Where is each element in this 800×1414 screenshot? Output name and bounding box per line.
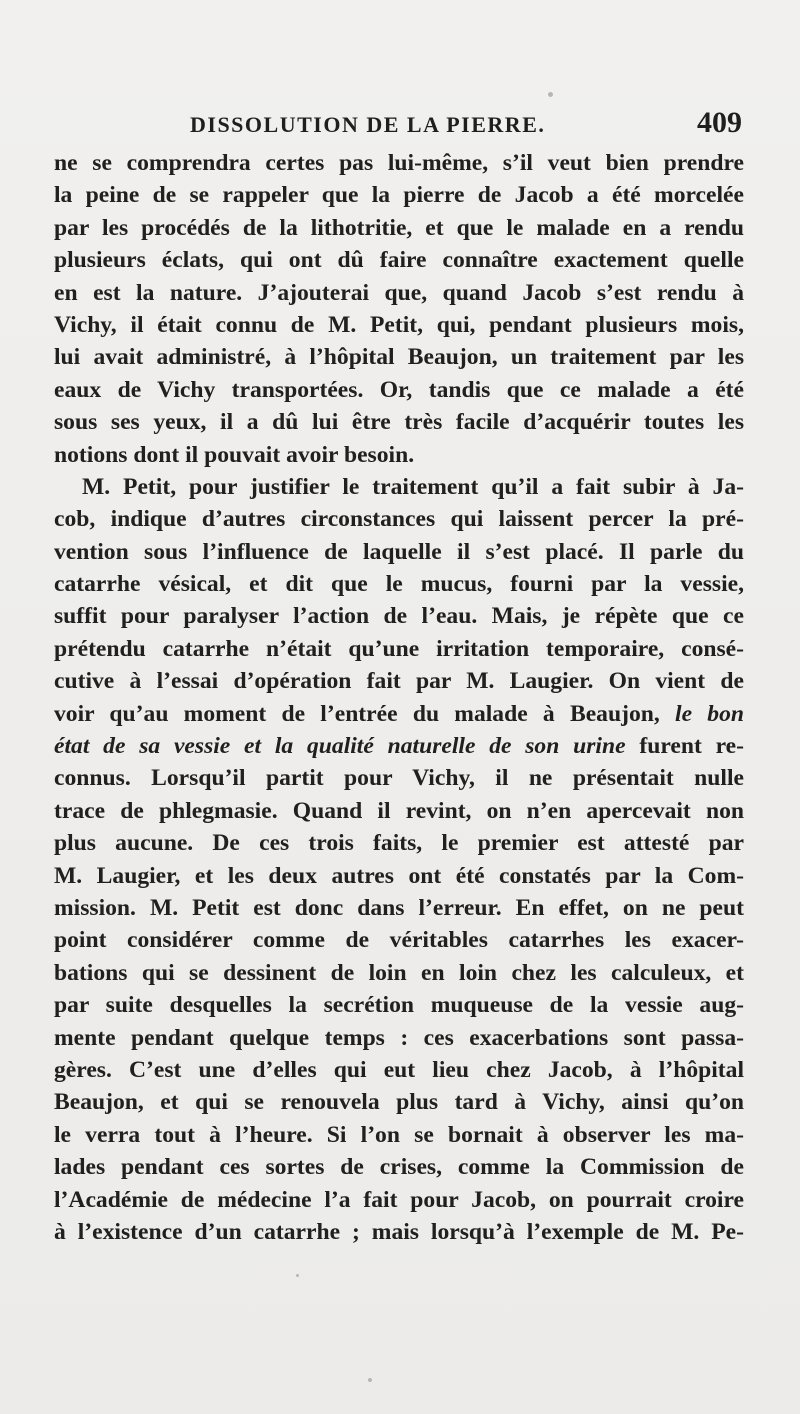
text-line xyxy=(54,600,744,632)
text-segment: voir qu’au moment de l’entrée du malade à Beaujon, xyxy=(54,700,676,727)
text-line xyxy=(54,244,744,276)
text-line xyxy=(54,374,744,406)
text-segment: plus aucune. De ces trois faits, le premier est attesté par xyxy=(54,830,744,857)
paper-speck xyxy=(548,92,553,97)
text-line xyxy=(54,633,744,665)
page-number: 409 xyxy=(697,106,742,139)
text-segment: lui avait administré, à l’hôpital Beaujon, un traitement par les xyxy=(54,344,744,371)
text-line xyxy=(54,406,744,438)
text-segment: plusieurs éclats, qui ont dû faire connaître exactement quelle xyxy=(54,247,744,274)
text-line xyxy=(54,147,744,179)
text-segment: catarrhe vésical, et dit que le mucus, fourni par la vessie, xyxy=(54,571,744,598)
text-segment: par suite desquelles la secrétion muqueuse de la vessie aug- xyxy=(54,992,744,1019)
text-segment: prétendu catarrhe n’était qu’une irritation temporaire, consé- xyxy=(54,635,744,662)
text-line xyxy=(54,924,744,956)
text-segment: mente pendant quelque temps : ces exacerbations sont passa- xyxy=(54,1024,744,1051)
text-line xyxy=(54,212,744,244)
text-line xyxy=(54,698,744,730)
text-line xyxy=(54,1184,744,1216)
text-segment: furent re- xyxy=(625,733,744,760)
text-segment: lades pendant ces sortes de crises, comme la Commission de xyxy=(54,1154,744,1181)
text-segment: sous ses yeux, il a dû lui être très facile d’acquérir toutes les xyxy=(54,409,744,436)
text-segment: cob, indique d’autres circonstances qui laissent percer la pré- xyxy=(54,506,744,533)
text-segment: point considérer comme de véritables catarrhes les exacer- xyxy=(54,927,744,954)
text-segment: mission. M. Petit est donc dans l’erreur. En effet, on ne peut xyxy=(54,894,744,921)
text-segment: eaux de Vichy transportées. Or, tandis que ce malade a été xyxy=(54,376,744,403)
text-segment: Vichy, il était connu de M. Petit, qui, pendant plusieurs mois, xyxy=(54,311,744,338)
text-line xyxy=(54,439,744,471)
text-segment: notions dont il pouvait avoir besoin. xyxy=(54,441,415,468)
text-segment: cutive à l’essai d’opération fait par M. Laugier. On vient de xyxy=(54,668,744,695)
text-line xyxy=(54,536,744,568)
text-line xyxy=(54,730,744,762)
text-line xyxy=(54,1054,744,1086)
text-line xyxy=(54,762,744,794)
text-segment: suffit pour paralyser l’action de l’eau. Mais, je répète que ce xyxy=(54,603,744,630)
text-line xyxy=(54,827,744,859)
text-segment: la peine de se rappeler que la pierre de Jacob a été morcelée xyxy=(54,182,744,209)
body-text xyxy=(54,147,744,1248)
text-line xyxy=(54,1086,744,1118)
text-segment: vention sous l’influence de laquelle il s’est placé. Il parle du xyxy=(54,538,744,565)
italic-text: le bon xyxy=(675,700,744,727)
text-segment: gères. C’est une d’elles qui eut lieu chez Jacob, à l’hôpital xyxy=(54,1056,744,1083)
text-line xyxy=(54,277,744,309)
text-line xyxy=(54,665,744,697)
text-line xyxy=(54,341,744,373)
text-segment: le verra tout à l’heure. Si l’on se bornait à observer les ma- xyxy=(54,1121,744,1148)
text-line xyxy=(54,179,744,211)
text-line xyxy=(54,568,744,600)
page-header xyxy=(52,106,742,146)
italic-text: état de sa vessie et la qualité naturelle de son urine xyxy=(54,733,626,760)
text-segment: M. Petit, pour justifier le traitement qu’il a fait subir à Ja- xyxy=(82,473,744,500)
text-segment: en est la nature. J’ajouterai que, quand Jacob s’est rendu à xyxy=(54,279,744,306)
text-segment: connus. Lorsqu’il partit pour Vichy, il ne présentait nulle xyxy=(54,765,744,792)
running-head: DISSOLUTION DE LA PIERRE. xyxy=(190,112,546,137)
text-line xyxy=(54,309,744,341)
text-line xyxy=(54,892,744,924)
text-line xyxy=(54,989,744,1021)
text-segment: bations qui se dessinent de loin en loin chez les calculeux, et xyxy=(54,959,744,986)
text-segment: à l’existence d’un catarrhe ; mais lorsqu’à l’exemple de M. Pe- xyxy=(54,1218,744,1245)
text-segment: Beaujon, et qui se renouvela plus tard à Vichy, ainsi qu’on xyxy=(54,1089,744,1116)
text-segment: M. Laugier, et les deux autres ont été constatés par la Com- xyxy=(54,862,744,889)
text-line xyxy=(54,1216,744,1248)
text-line xyxy=(54,795,744,827)
text-line xyxy=(54,1119,744,1151)
paper-speck xyxy=(296,1274,299,1277)
text-line xyxy=(54,471,744,503)
text-line xyxy=(54,860,744,892)
text-line xyxy=(54,1022,744,1054)
text-segment: par les procédés de la lithotritie, et que le malade en a rendu xyxy=(54,214,744,241)
text-segment: l’Académie de médecine l’a fait pour Jacob, on pourrait croire xyxy=(54,1186,744,1213)
text-line xyxy=(54,503,744,535)
text-line xyxy=(54,957,744,989)
paper-speck xyxy=(368,1378,372,1382)
text-segment: ne se comprendra certes pas lui-même, s’il veut bien prendre xyxy=(54,150,744,176)
text-line xyxy=(54,1151,744,1183)
text-segment: trace de phlegmasie. Quand il revint, on n’en apercevait non xyxy=(54,797,744,824)
